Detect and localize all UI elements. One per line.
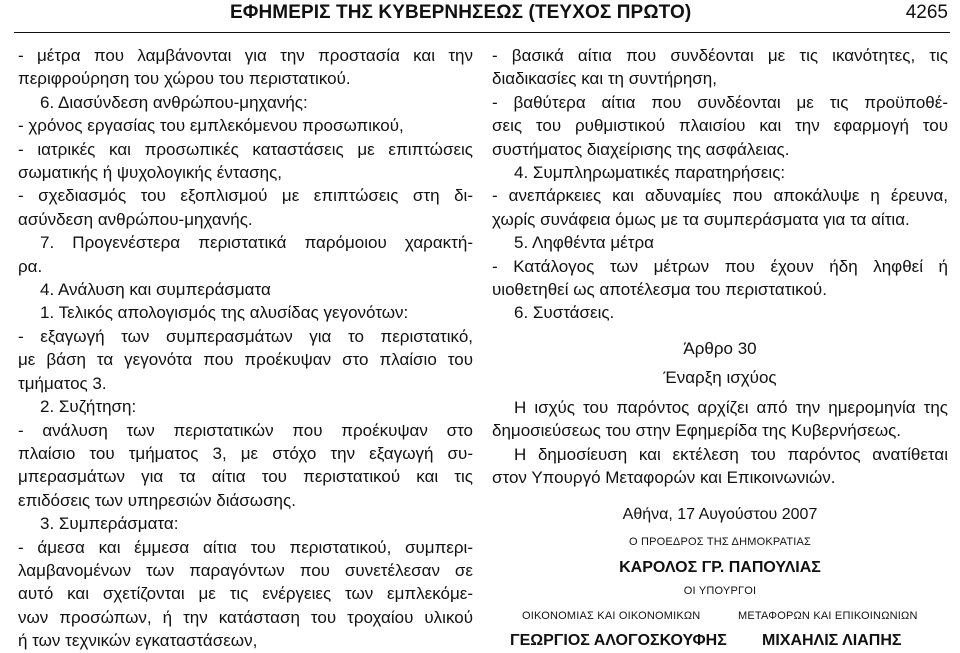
gazette-title: ΕΦΗΜΕΡΙΣ ΤΗΣ ΚΥΒΕΡΝΗΣΕΩΣ (ΤΕΥΧΟΣ ΠΡΩΤΟ) — [230, 2, 692, 23]
text-line: διαδικασίες και τη συντήρηση, — [492, 69, 717, 89]
ministry-transport: ΜΕΤΑΦΟΡΩΝ ΚΑΙ ΕΠΙΚΟΙΝΩΝΙΩΝ — [738, 609, 918, 622]
text-line: - ανεπάρκειες και αδυναμίες που αποκάλυψε η έρευνα, — [492, 186, 948, 206]
text-line: - Κατάλογος των μέτρων που έχουν ήδη ληφθεί ή — [492, 256, 948, 276]
minister-transport-name: ΜΙΧΑΗΛΙΣ ΛΙΑΠΗΣ — [762, 631, 902, 649]
page-number: 4265 — [905, 2, 948, 23]
article-title: Έναρξη ισχύος — [663, 368, 777, 388]
right-column — [492, 44, 948, 647]
ministry-finance: ΟΙΚΟΝΟΜΙΑΣ ΚΑΙ ΟΙΚΟΝΟΜΙΚΩΝ — [522, 609, 701, 622]
text-line: - ανάλυση των περιστατικών που προέκυψαν στο — [18, 420, 473, 440]
ministers-label: ΟΙ ΥΠΟΥΡΓΟΙ — [683, 584, 757, 597]
section-heading: 4. Συμπληρωματικές παρατηρήσεις: — [514, 163, 786, 183]
text-line: λαμβανομένων των παραγόντων που συνετέλεσαν σε — [18, 560, 473, 580]
text-line: αυτό και σχετίζονται με τις ενέργειες των εμπλεκόμε- — [18, 584, 473, 604]
article-number: Άρθρο 30 — [683, 338, 757, 358]
text-line: - άμεσα και έμμεσα αίτια του περιστατικού, συμπερι- — [18, 537, 473, 557]
text-line: πλαίσιο του τμήματος 3, με στόχο την εξαγωγή συ- — [18, 443, 473, 463]
text-line: υιοθετηθεί ως αποτέλεσμα του περιστατικού. — [492, 280, 827, 300]
text-line: Η ισχύς του παρόντος αρχίζει από την ημερομηνία της — [514, 397, 948, 417]
section-heading: 6. Διασύνδεση ανθρώπου-μηχανής: — [40, 92, 308, 112]
section-heading: 2. Συζήτηση: — [40, 397, 137, 417]
minister-finance-name: ΓΕΩΡΓΙΟΣ ΑΛΟΓΟΣΚΟΥΦΗΣ — [510, 631, 727, 649]
section-heading: 3. Συμπεράσματα: — [40, 514, 179, 534]
text-line: σεις του ρυθμιστικού πλαισίου και την εφαρμογή του — [492, 116, 948, 136]
text-line: - χρόνος εργασίας του εμπλεκόμενου προσωπικού, — [18, 116, 404, 136]
section-heading: 6. Συστάσεις. — [514, 303, 615, 323]
ministries-row — [492, 603, 948, 625]
section-heading: 7. Προγενέστερα περιστατικά παρόμοιου χαρακτή- — [40, 233, 473, 253]
text-line: ρα. — [18, 256, 43, 276]
president-name: ΚΑΡΟΛΟΣ ΓΡ. ΠΑΠΟΥΛΙΑΣ — [619, 559, 821, 577]
text-line: - βαθύτερα αίτια που συνδέονται με τις προϋποθέ- — [492, 92, 948, 112]
text-line: - ιατρικές και προσωπικές καταστάσεις με επιπτώσεις — [18, 139, 473, 159]
text-line: συστήματος διαχείρισης της ασφάλειας. — [492, 139, 790, 159]
place-date: Αθήνα, 17 Αυγούστου 2007 — [622, 506, 818, 524]
page-header — [0, 0, 960, 30]
text-line: μπερασμάτων για τα αίτια του περιστατικού και τις — [18, 467, 473, 487]
text-line: δημοσιεύσεως του στην Εφημερίδα της Κυβερνήσεως. — [492, 421, 902, 441]
section-heading: 5. Ληφθέντα μέτρα — [514, 233, 654, 253]
text-line: τμήματος 3. — [18, 373, 107, 393]
text-line: - εξαγωγή των συμπερασμάτων για το περιστατικό, — [18, 326, 473, 346]
text-line: στον Υπουργό Μεταφορών και Επικοινωνιών. — [492, 467, 836, 487]
header-divider — [14, 32, 950, 33]
text-line: - βασικά αίτια που συνδέονται με τις ικανότητες, τις — [492, 46, 948, 65]
section-heading: 4. Ανάλυση και συμπεράσματα — [40, 280, 271, 300]
text-line: χωρίς συνάφεια όμως με τα συμπεράσματα για τα αίτια. — [492, 209, 910, 229]
text-line: με βάση τα γεγονότα που προέκυψαν στο πλαίσιο του — [18, 350, 473, 370]
text-line: - σχεδιασμός του εξοπλισμού με επιπτώσεις στη δι- — [18, 186, 473, 206]
text-line: νων προσώπων, ή την κατάσταση του τροχαίου υλικού — [18, 607, 473, 627]
text-line: - μέτρα που λαμβάνονται για την προστασία και την — [18, 46, 473, 65]
section-heading: 1. Τελικός απολογισμός της αλυσίδας γεγονότων: — [40, 303, 409, 323]
text-line: περιφρούρηση του χώρου του περιστατικού. — [18, 69, 351, 89]
text-line: Η δημοσίευση και εκτέλεση του παρόντος ανατίθεται — [514, 444, 948, 464]
text-line: επιδόσεις των υπηρεσιών διάσωσης. — [18, 490, 296, 510]
president-title: Ο ΠΡΟΕΔΡΟΣ ΤΗΣ ΔΗΜΟΚΡΑΤΙΑΣ — [628, 535, 812, 548]
text-line: ή των τεχνικών εγκαταστάσεων, — [18, 631, 258, 651]
text-line: σωματικής ή ψυχολογικής έντασης, — [18, 163, 283, 183]
text-line: ασύνδεση ανθρώπου-μηχανής. — [18, 209, 253, 229]
left-column — [18, 44, 473, 653]
